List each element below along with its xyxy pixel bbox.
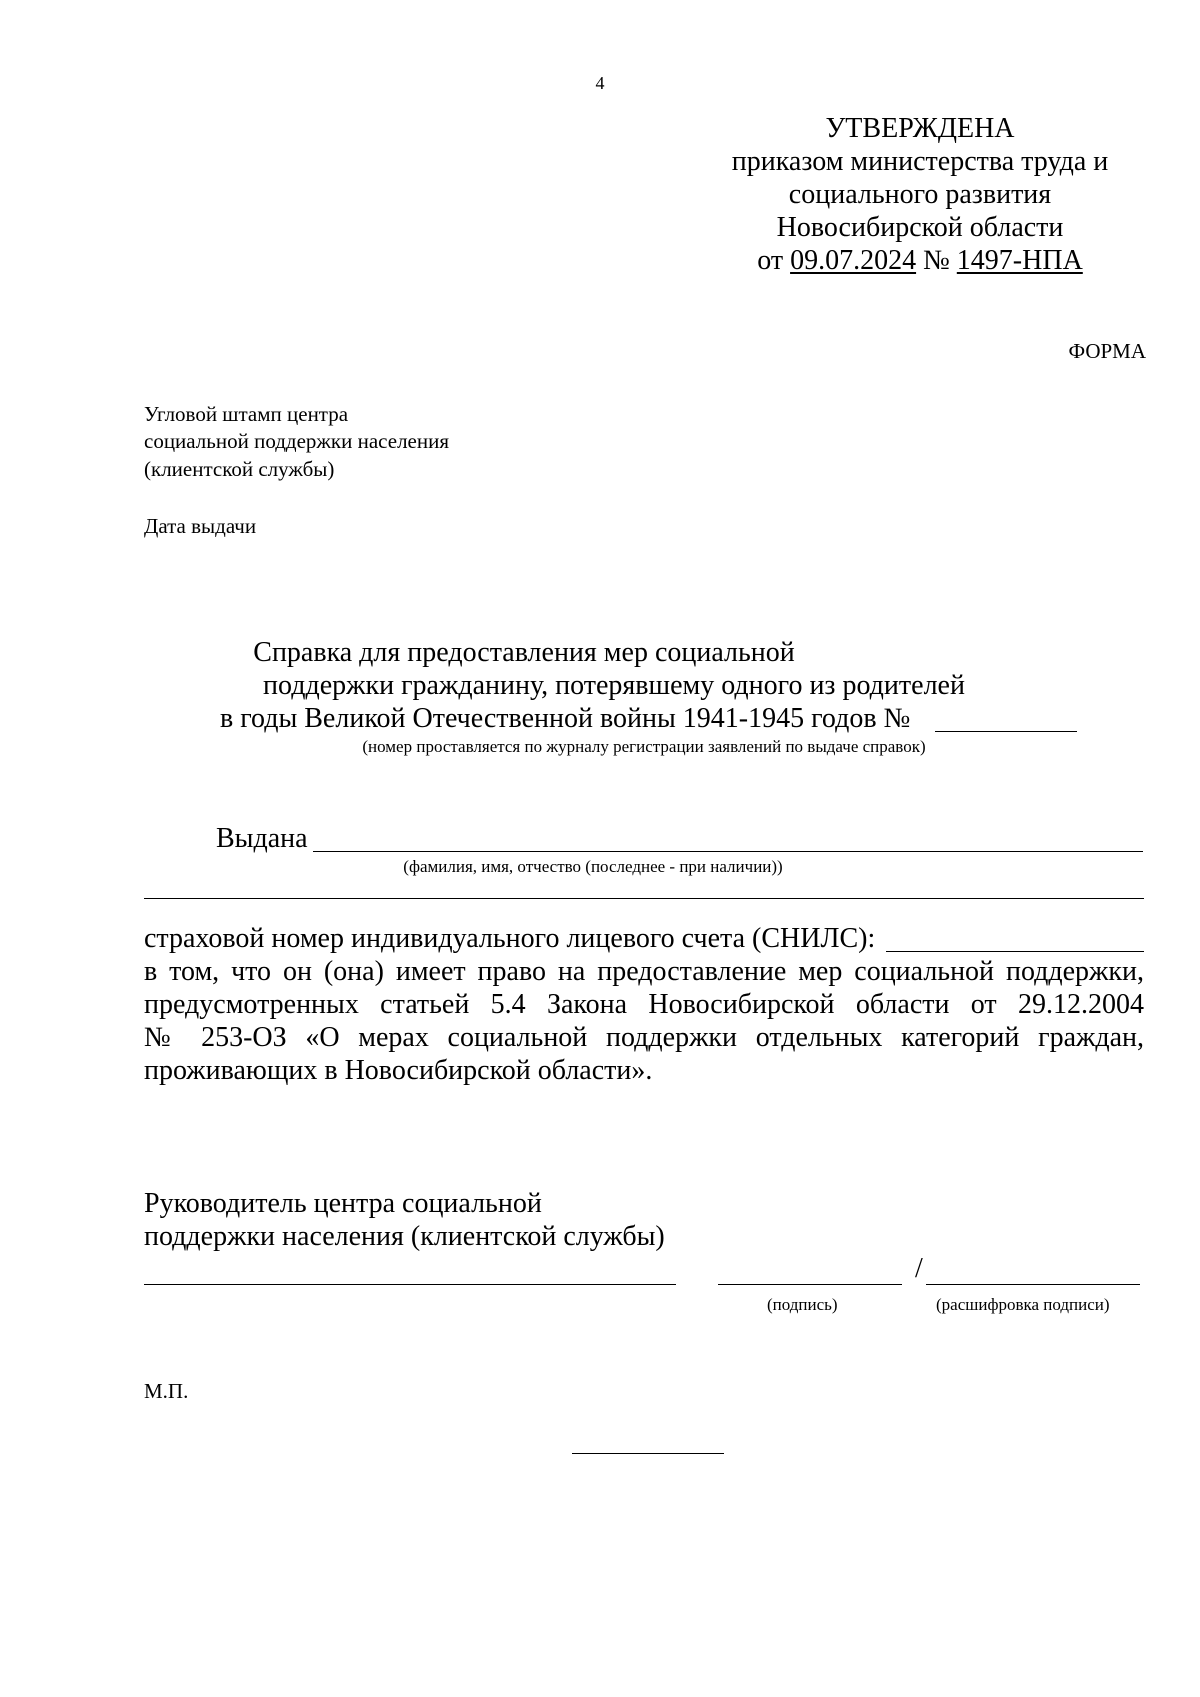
- approval-date: 09.07.2024: [790, 245, 917, 276]
- issued-name-field[interactable]: [313, 851, 1143, 852]
- page-number: 4: [595, 73, 605, 93]
- signature-slash: /: [915, 1253, 923, 1284]
- certificate-title-line-3: в годы Великой Отечественной войны 1941-1945 годов №: [220, 703, 911, 734]
- stamp-line-3: (клиентской службы): [144, 457, 335, 481]
- issued-label: Выдана: [216, 823, 308, 854]
- approval-line-2: социального развития: [788, 179, 1052, 210]
- snils-label: страховой номер индивидуального лицевого счета (СНИЛС):: [144, 923, 876, 954]
- approval-prefix: от: [757, 245, 791, 276]
- body-line-4: проживающих в Новосибирской области».: [144, 1055, 653, 1086]
- issued-name-field-2[interactable]: [144, 898, 1144, 899]
- stamp-line-1: Угловой штамп центра: [144, 402, 349, 426]
- approval-order-line: [640, 244, 1200, 277]
- snils-field[interactable]: [886, 951, 1144, 952]
- closing-rule: [572, 1453, 724, 1454]
- seal-label: М.П.: [144, 1379, 189, 1403]
- approval-line-3: Новосибирской области: [776, 212, 1064, 243]
- approval-line-1: приказом министерства труда и: [731, 146, 1109, 177]
- approval-number: 1497-НПА: [956, 245, 1083, 276]
- signature-field[interactable]: [718, 1284, 902, 1285]
- certificate-title-line-1: Справка для предоставления мер социальной: [253, 637, 795, 668]
- certificate-title-line-2: поддержки гражданину, потерявшему одного из родителей: [263, 670, 965, 701]
- signature-decode-field[interactable]: [926, 1284, 1140, 1285]
- issued-name-hint: (фамилия, имя, отчество (последнее - при наличии)): [403, 857, 783, 876]
- issue-date-label: Дата выдачи: [144, 514, 257, 538]
- stamp-line-2: социальной поддержки населения: [144, 429, 450, 453]
- form-label: ФОРМА: [1068, 339, 1146, 363]
- body-line-1: в том, что он (она) имеет право на предоставление мер социальной поддержки,: [144, 956, 1144, 987]
- head-title-line-2: поддержки населения (клиентской службы): [144, 1221, 665, 1252]
- certificate-number-hint: (номер проставляется по журналу регистрации заявлений по выдаче справок): [362, 737, 926, 756]
- body-line-2: предусмотренных статьей 5.4 Закона Новосибирской области от 29.12.2004: [144, 989, 1144, 1020]
- signature-decode-hint: (расшифровка подписи): [936, 1295, 1110, 1314]
- certificate-number-field[interactable]: [935, 731, 1077, 732]
- head-title-line-1: Руководитель центра социальной: [144, 1188, 542, 1219]
- approval-number-sign: №: [916, 245, 957, 276]
- body-line-3: № 253-ОЗ «О мерах социальной поддержки отдельных категорий граждан,: [144, 1022, 1144, 1053]
- head-position-field[interactable]: [144, 1284, 676, 1285]
- signature-hint: (подпись): [767, 1295, 838, 1314]
- approval-title: УТВЕРЖДЕНА: [825, 113, 1015, 144]
